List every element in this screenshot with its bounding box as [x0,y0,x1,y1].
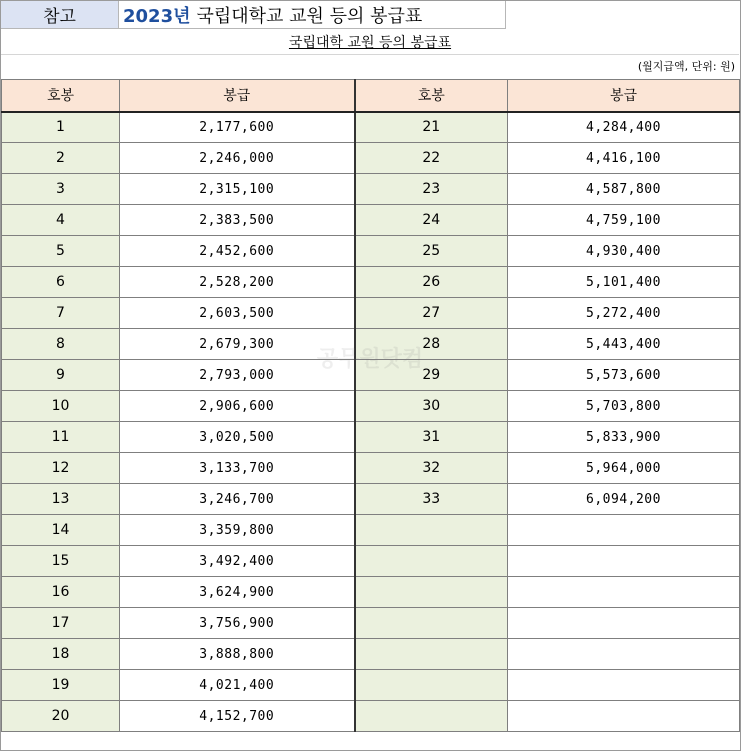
step-cell: 31 [355,422,508,453]
pay-cell: 3,133,700 [120,453,355,484]
table-row [2,546,740,577]
header-row [2,80,740,112]
pay-cell: 5,101,400 [508,267,740,298]
pay-cell [508,515,740,546]
step-cell: 2 [2,143,120,174]
step-cell: 9 [2,360,120,391]
pay-cell: 5,833,900 [508,422,740,453]
step-cell [355,701,508,732]
step-cell: 29 [355,360,508,391]
step-cell: 15 [2,546,120,577]
step-cell: 27 [355,298,508,329]
step-cell [355,546,508,577]
salary-table [1,79,740,732]
pay-cell: 2,177,600 [120,112,355,143]
pay-cell: 3,888,800 [120,639,355,670]
pay-cell: 4,021,400 [120,670,355,701]
table-row [2,205,740,236]
col-header-pay-left: 봉급 [120,80,355,112]
step-cell: 19 [2,670,120,701]
step-cell: 1 [2,112,120,143]
table-row [2,515,740,546]
table-row [2,608,740,639]
reference-tag: 참고 [1,1,119,29]
step-cell: 12 [2,453,120,484]
step-cell: 5 [2,236,120,267]
step-cell [355,515,508,546]
table-row [2,577,740,608]
step-cell: 28 [355,329,508,360]
pay-cell: 2,452,600 [120,236,355,267]
pay-cell: 2,383,500 [120,205,355,236]
step-cell: 32 [355,453,508,484]
pay-cell: 3,359,800 [120,515,355,546]
page-title [119,1,506,29]
pay-cell: 2,603,500 [120,298,355,329]
table-row [2,329,740,360]
step-cell: 17 [2,608,120,639]
table-row [2,174,740,205]
pay-cell [508,639,740,670]
step-cell: 10 [2,391,120,422]
table-row [2,267,740,298]
table-row [2,484,740,515]
step-cell: 16 [2,577,120,608]
pay-cell: 3,492,400 [120,546,355,577]
pay-cell: 5,964,000 [508,453,740,484]
table-subtitle [1,29,739,55]
title-year: 2023년 [123,5,191,27]
pay-cell: 4,930,400 [508,236,740,267]
pay-cell: 2,906,600 [120,391,355,422]
step-cell: 30 [355,391,508,422]
table-row [2,670,740,701]
pay-cell: 5,703,800 [508,391,740,422]
title-text: 국립대학교 교원 등의 봉급표 [196,5,423,27]
pay-cell: 4,152,700 [120,701,355,732]
col-header-step-right: 호봉 [355,80,508,112]
pay-cell: 5,573,600 [508,360,740,391]
step-cell: 25 [355,236,508,267]
pay-cell: 3,624,900 [120,577,355,608]
pay-cell: 2,793,000 [120,360,355,391]
pay-cell: 2,528,200 [120,267,355,298]
table-row [2,453,740,484]
subtitle-text: 국립대학 교원 등의 봉급표 [288,34,452,51]
pay-cell [508,608,740,639]
pay-cell: 2,679,300 [120,329,355,360]
step-cell: 6 [2,267,120,298]
pay-cell: 4,587,800 [508,174,740,205]
step-cell: 21 [355,112,508,143]
step-cell: 11 [2,422,120,453]
step-cell: 22 [355,143,508,174]
step-cell: 7 [2,298,120,329]
step-cell [355,639,508,670]
pay-cell: 6,094,200 [508,484,740,515]
col-header-step-left: 호봉 [2,80,120,112]
pay-cell: 2,246,000 [120,143,355,174]
step-cell [355,577,508,608]
step-cell [355,670,508,701]
pay-cell: 5,443,400 [508,329,740,360]
step-cell: 8 [2,329,120,360]
pay-cell: 4,416,100 [508,143,740,174]
step-cell: 26 [355,267,508,298]
table-row [2,143,740,174]
step-cell: 14 [2,515,120,546]
pay-cell: 4,759,100 [508,205,740,236]
step-cell: 20 [2,701,120,732]
pay-cell [508,701,740,732]
step-cell: 23 [355,174,508,205]
step-cell: 3 [2,174,120,205]
col-header-pay-right: 봉급 [508,80,740,112]
table-row [2,639,740,670]
pay-cell: 4,284,400 [508,112,740,143]
step-cell [355,608,508,639]
pay-cell [508,546,740,577]
pay-cell [508,670,740,701]
table-row [2,298,740,329]
table-row [2,112,740,143]
pay-cell: 3,246,700 [120,484,355,515]
table-row [2,701,740,732]
pay-cell: 5,272,400 [508,298,740,329]
step-cell: 18 [2,639,120,670]
table-row [2,422,740,453]
pay-cell: 2,315,100 [120,174,355,205]
step-cell: 24 [355,205,508,236]
pay-cell [508,577,740,608]
pay-cell: 3,020,500 [120,422,355,453]
step-cell: 4 [2,205,120,236]
table-row [2,391,740,422]
step-cell: 13 [2,484,120,515]
table-row [2,360,740,391]
unit-note: (월지급액, 단위: 원) [637,60,735,73]
pay-cell: 3,756,900 [120,608,355,639]
table-row [2,236,740,267]
table-body [2,112,740,732]
step-cell: 33 [355,484,508,515]
